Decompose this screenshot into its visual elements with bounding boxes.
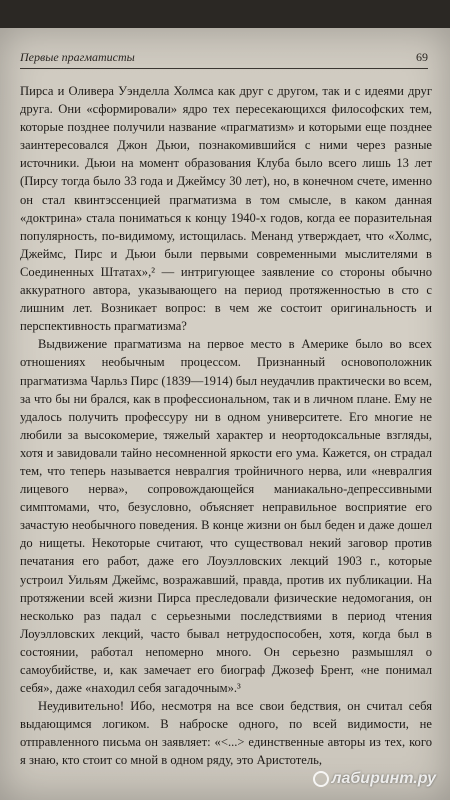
page-header	[20, 48, 428, 69]
running-head: Первые прагматисты	[20, 50, 135, 64]
paragraph-1: Пирса и Оливера Уэнделла Холмса как друг с другом, так и с идеями друг друга. Они «сформировали» ядро тех пересекающихся философских тем, которые позднее получили название «прагматизм» и которыми еще позднее заинтересовался Джон Дьюи, познакомившийся с ними через разные источники. Дьюи на момент образования Клуба было всего лишь 13 лет (Пирсу тогда было 33 года и Джеймсу 30 лет), но, в конечном счете, именно он стал квинтэссенцией прагматизма в том смысле, в каком данная «доктрина» стала пониматься к концу 1940-х годов, когда ее поразительная популярность, по-видимому, истощилась. Менанд утверждает, что «Холмс, Джеймс, Пирс и Дьюи были первыми современными мыслителями в Соединенных Штатах»,² — интригующее заявление со стороны обычно аккуратного автора, указывающего на период протяженностью в сто с лишним лет. Возникает вопрос: в чем же состоит оригинальность и перспективность прагматизма?	[20, 84, 432, 334]
page-number: 69	[416, 50, 428, 64]
body-text	[20, 82, 432, 770]
watermark-text: лабиринт.ру	[331, 770, 436, 787]
paragraph-3: Неудивительно! Ибо, несмотря на все свои бедствия, он считал себя выдающимся логиком. В наброске одного, по всей видимости, не отправленного письма он заявляет: «<...> единственные авторы из тех, кого я знаю, кто стоит со мной в одном ряду, это Аристотель,	[20, 699, 432, 768]
book-page	[0, 28, 450, 800]
labirint-logo-icon	[313, 771, 329, 787]
watermark	[313, 770, 436, 788]
paragraph-2: Выдвижение прагматизма на первое место в Америке было во всех отношениях необычным процессом. Признанный основоположник прагматизма Чарльз Пирс (1839—1914) был неудачлив практически во всем, за что бы ни брался, как в профессиональном, так и в личном плане. Ему не удалось получить профессуру ни в одном университете. Его многие не любили за высокомерие, тяжелый характер и неортодоксальные взгляды, хотя и завидовали тайно несомненной яркости его ума. Кажется, он страдал тем, что теперь называется невралгия тройничного нерва, или «невралгия лицевого нерва», сопровождающейся маниакально-депрессивными симптомами, что, безусловно, объясняет неправильное восприятие его зачастую необычного поведения. В конце жизни он был беден и даже дошел до нищеты. Некоторые считают, что существовал некий заговор против печатания его работ, даже его Лоуэлловских лекций 1903 г., которые устроил Уильям Джеймс, возражавший, правда, против их публикации. На протяжении всей жизни Пирса преследовали физические недомогания, он несколько раз падал с серьезными последствиями в период чтения Лоуэлловских лекций, часто бывал нетрудоспособен, хотя, когда был в состоянии, работал непомерно много. Он серьезно размышлял о самоубийстве, и, как замечает его биограф Джозеф Брент, «не понимал себя», даже «находил себя загадочным».³	[20, 337, 432, 696]
